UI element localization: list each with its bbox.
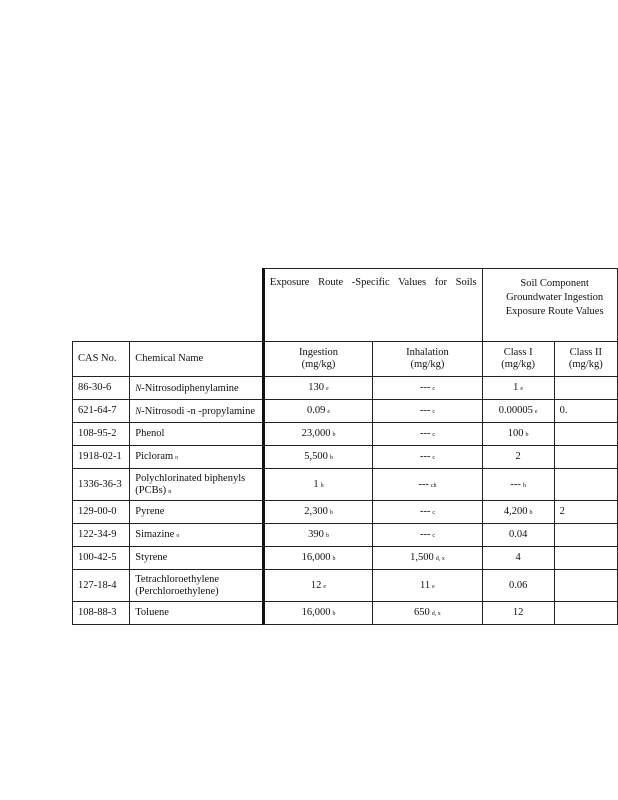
cas-number-cell	[73, 501, 130, 524]
col-header-ingestion	[263, 342, 372, 377]
table-row	[73, 377, 618, 400]
class2-label: Class II	[569, 347, 602, 358]
cas-number-cell	[73, 602, 130, 625]
class2-cell	[554, 400, 617, 423]
table-row	[73, 400, 618, 423]
class2-cell	[554, 423, 617, 446]
cas-number: 108-95-2	[78, 428, 117, 439]
inhalation-cell	[373, 400, 482, 423]
soil-component-header	[482, 269, 617, 342]
chemical-name-cell	[130, 524, 264, 547]
footnote-marker: b	[332, 556, 336, 562]
chemical-name-cell	[130, 602, 264, 625]
col-header-inhalation	[373, 342, 482, 377]
cas-number: 122-34-9	[78, 529, 117, 540]
footnote-marker: b	[329, 510, 333, 516]
inhalation-value: ---	[419, 382, 431, 393]
class2-cell	[554, 570, 617, 602]
ingestion-value: 16,000	[301, 552, 331, 563]
inhalation-value: ---	[419, 451, 431, 462]
chemical-name-cell	[130, 446, 264, 469]
ingestion-cell	[263, 524, 372, 547]
inhalation-cell	[373, 602, 482, 625]
cas-number: 1918-02-1	[78, 451, 122, 462]
chemical-name: Picloram	[135, 451, 174, 462]
chemical-name: Simazine	[135, 529, 175, 540]
class1-value: 0.04	[508, 529, 528, 540]
cas-number-cell	[73, 400, 130, 423]
cas-number-cell	[73, 570, 130, 602]
class2-cell	[554, 547, 617, 570]
footnote-marker: e	[327, 409, 331, 415]
chemical-name-cell	[130, 400, 264, 423]
chemical-name: Tetrachloroethylene (Perchloroethylene)	[135, 573, 220, 597]
inhalation-value: ---	[419, 405, 431, 416]
class1-value: 0.06	[508, 579, 528, 591]
footnote-marker: o	[176, 533, 180, 539]
footnote-marker: h	[320, 482, 324, 489]
ingestion-value: 2,300	[304, 506, 328, 517]
chemical-name-prefix: N	[135, 405, 142, 416]
chemical-name-cell	[130, 501, 264, 524]
footnote-marker: b	[325, 533, 329, 539]
class2-cell	[554, 469, 617, 501]
class2-value: 2	[559, 506, 565, 517]
ingestion-cell	[263, 501, 372, 524]
cas-number: 129-00-0	[78, 506, 117, 517]
chemical-name-cell	[130, 547, 264, 570]
footnote-marker: e	[326, 386, 329, 392]
table-row	[73, 469, 618, 501]
ingestion-value: 23,000	[301, 428, 331, 439]
cas-number: 86-30-6	[78, 382, 112, 393]
class1-cell	[482, 377, 554, 400]
chemical-name: Phenol	[135, 428, 165, 439]
cas-number: 621-64-7	[78, 405, 117, 416]
cas-number: 108-88-3	[78, 607, 117, 618]
class1-value: ---	[510, 478, 521, 490]
ingestion-value: 5,500	[304, 451, 328, 462]
inhalation-cell	[373, 469, 482, 501]
exposure-route-header: Exposure Route -Specific Values for Soils	[263, 269, 482, 342]
footnote-marker: c	[432, 533, 436, 539]
ingestion-cell	[263, 547, 372, 570]
ingestion-label: Ingestion	[298, 347, 339, 358]
inhalation-unit: (mg/kg)	[410, 359, 445, 370]
inhalation-cell	[373, 524, 482, 547]
class1-value: 12	[512, 607, 524, 618]
class1-cell	[482, 524, 554, 547]
chemical-name-cell	[130, 570, 264, 602]
class1-value: 100	[507, 428, 524, 439]
class1-value: 4,200	[503, 506, 528, 517]
ingestion-value: 130	[308, 382, 325, 393]
footnote-marker: c	[432, 510, 436, 516]
class1-cell	[482, 501, 554, 524]
table-row	[73, 524, 618, 547]
inhalation-cell	[373, 446, 482, 469]
cas-number-cell	[73, 469, 130, 501]
cas-number-cell	[73, 547, 130, 570]
class1-unit: (mg/kg)	[501, 359, 536, 370]
footnote-marker: e	[432, 583, 435, 590]
inhalation-value: 11	[420, 579, 431, 591]
inhalation-cell	[373, 423, 482, 446]
ingestion-cell	[263, 570, 372, 602]
footnote-marker: b	[529, 510, 533, 516]
col-header-class1	[482, 342, 554, 377]
table-row	[73, 446, 618, 469]
chemical-name-cell	[130, 469, 264, 501]
class2-cell	[554, 446, 617, 469]
cas-number-cell	[73, 423, 130, 446]
ingestion-value: 1	[313, 478, 319, 490]
class1-value: 0.00005	[498, 405, 533, 416]
class2-unit: (mg/kg)	[568, 359, 603, 370]
col-header-class2	[554, 342, 617, 377]
footnote-marker: b	[525, 432, 529, 438]
class1-cell	[482, 469, 554, 501]
blank-corner	[73, 269, 264, 342]
soil-values-table	[72, 268, 618, 625]
class2-cell	[554, 377, 617, 400]
class1-cell	[482, 446, 554, 469]
class1-cell	[482, 547, 554, 570]
chemical-name: Toluene	[135, 607, 169, 618]
footnote-marker: ch	[430, 482, 437, 489]
ingestion-value: 12	[310, 579, 322, 591]
footnote-marker: b	[332, 611, 336, 617]
class2-value: 0.	[559, 405, 568, 416]
inhalation-value: ---	[419, 529, 431, 540]
cas-number-cell	[73, 377, 130, 400]
chemical-name: Styrene	[135, 552, 168, 563]
chemical-name: Polychlorinated biphenyls (PCBs)	[135, 472, 246, 496]
ingestion-cell	[263, 377, 372, 400]
inhalation-label: Inhalation	[406, 347, 449, 358]
footnote-marker: c	[432, 386, 436, 392]
class2-cell	[554, 524, 617, 547]
class1-value: 2	[515, 451, 521, 462]
inhalation-value: 650	[414, 607, 430, 618]
footnote-marker: e	[534, 409, 538, 415]
inhalation-cell	[373, 501, 482, 524]
footnote-marker: h	[522, 482, 526, 489]
class1-cell	[482, 400, 554, 423]
footnote-marker: e	[323, 583, 327, 590]
col-header-name: Chemical Name	[130, 342, 264, 377]
class1-label: Class I	[503, 347, 533, 358]
inhalation-cell	[373, 570, 482, 602]
chemical-name-cell	[130, 423, 264, 446]
footnote-marker: n	[168, 488, 172, 495]
col-header-cas: CAS No.	[73, 342, 130, 377]
class2-cell	[554, 501, 617, 524]
cas-number-cell	[73, 446, 130, 469]
class1-value: 4	[515, 552, 521, 563]
class1-value: 1	[513, 382, 519, 393]
ingestion-unit: (mg/kg)	[301, 359, 336, 370]
class1-cell	[482, 602, 554, 625]
ingestion-cell	[263, 446, 372, 469]
cas-number: 127-18-4	[78, 579, 117, 591]
inhalation-value: ---	[418, 478, 429, 490]
chemical-name: Pyrene	[135, 506, 165, 517]
footnote-marker: d, x	[435, 556, 445, 562]
footnote-marker: b	[332, 432, 336, 438]
table-row	[73, 501, 618, 524]
cas-number-cell	[73, 524, 130, 547]
ingestion-cell	[263, 469, 372, 501]
class2-cell	[554, 602, 617, 625]
class1-cell	[482, 570, 554, 602]
cas-number: 100-42-5	[78, 552, 117, 563]
column-header-row	[73, 342, 618, 377]
class1-cell	[482, 423, 554, 446]
ingestion-cell	[263, 400, 372, 423]
cas-number: 1336-36-3	[78, 478, 122, 490]
table-row	[73, 423, 618, 446]
table-row	[73, 570, 618, 602]
footnote-marker: o	[175, 455, 179, 461]
footnote-marker: c	[432, 432, 436, 438]
footnote-marker: e	[520, 386, 524, 392]
inhalation-cell	[373, 377, 482, 400]
inhalation-value: ---	[419, 428, 431, 439]
footnote-marker: c	[432, 455, 436, 461]
table-row	[73, 547, 618, 570]
chemical-name: -Nitrosodiphenylamine	[141, 382, 239, 394]
ingestion-value: 390	[308, 529, 324, 540]
footnote-marker: b	[329, 455, 333, 461]
inhalation-value: ---	[419, 506, 431, 517]
inhalation-value: 1,500	[410, 552, 434, 563]
chemical-name-cell	[130, 377, 264, 400]
chemical-name: -Nitrosodi -n -propylamine	[141, 405, 255, 417]
ingestion-cell	[263, 423, 372, 446]
ingestion-cell	[263, 602, 372, 625]
soil-component-header-text: Soil Component Groundwater Ingestion Exposure Route Values	[505, 278, 604, 317]
ingestion-value: 0.09	[306, 405, 326, 416]
inhalation-cell	[373, 547, 482, 570]
group-header-row	[73, 269, 618, 342]
ingestion-value: 16,000	[301, 607, 331, 618]
chemical-name-prefix: N	[135, 382, 142, 393]
table-row	[73, 602, 618, 625]
footnote-marker: c	[432, 409, 436, 415]
footnote-marker: d, x	[431, 611, 441, 617]
